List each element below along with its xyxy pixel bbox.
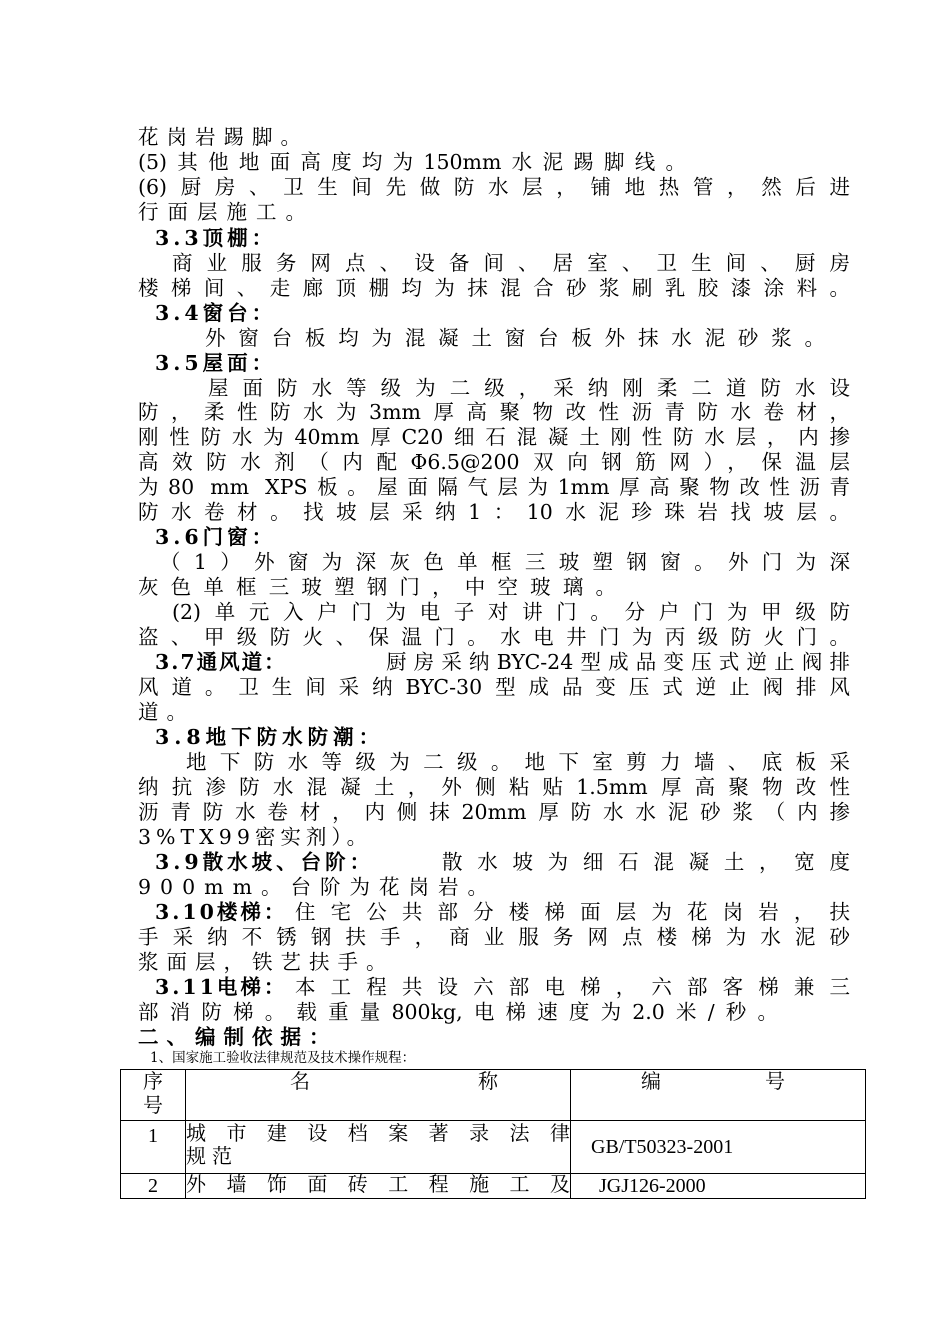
section-heading-3-6: 3.6门窗：	[155, 525, 277, 549]
header-name: 名 称	[186, 1070, 571, 1121]
table-row	[121, 1121, 866, 1174]
text-line: 手采纳不锈钢扶手，商业服务网点楼梯为水泥砂	[138, 925, 850, 949]
text-line: 灰色单框三玻塑钢门，中空玻璃。	[138, 575, 616, 599]
section-heading-3-3: 3.3顶棚：	[155, 226, 277, 250]
text-line: 花岗岩踢脚。	[138, 125, 309, 149]
text-line: 沥青防水卷材，内侧抹20mm厚防水水泥砂浆（内掺	[138, 800, 850, 824]
text-line: 部消防梯。载重量800kg,电梯速度为2.0米/秒。	[138, 1000, 778, 1024]
text-line: 3.7通风道： 厨房采纳BYC-24型成品变压式逆止阀排	[155, 650, 850, 674]
row-name: 外墙饰面砖工程施工及	[186, 1174, 571, 1199]
header-code: 编 号	[571, 1070, 866, 1121]
table-row	[121, 1174, 866, 1199]
text-line: 商业服务网点、设备间、居室、卫生间、厨房	[172, 251, 850, 275]
text-line: 楼梯间、走廊顶棚均为抹混合砂浆刷乳胶漆涂料。	[138, 276, 850, 300]
text-line: (6)厨房、卫生间先做防水层，铺地热管，然后进	[138, 175, 850, 199]
section-heading-3-11: 3.11电梯：	[155, 975, 288, 999]
text-line: (5)其他地面高度均为150mm水泥踢脚线。	[138, 150, 686, 174]
text-line: 盗、甲级防火、保温门。水电井门为丙级防火门。	[138, 625, 850, 649]
header-no: 序 号	[121, 1070, 186, 1121]
text-line: 3.10楼梯： 住宅公共部分楼梯面层为花岗岩，扶	[155, 900, 850, 924]
section-heading-3-5: 3.5屋面：	[155, 351, 277, 375]
section-heading-3-8: 3.8地下防水防潮：	[155, 725, 385, 749]
text-line: 3%TX99密实剂）。	[138, 825, 373, 849]
text-line: 道。	[138, 700, 195, 724]
text-line: (2)单元入户门为电子对讲门。分户门为甲级防	[172, 600, 850, 624]
text-line: 外窗台板均为混凝土窗台板外抹水泥砂浆。	[205, 326, 825, 350]
text-line: 地下防水等级为二级。地下室剪力墙、底板采	[186, 750, 850, 774]
text-line: 刚性防水为40mm厚C20细石混凝土刚性防水层，内掺	[138, 425, 850, 449]
text-line: 风道。卫生间采纳BYC-30型成品变压式逆止阀排风	[138, 675, 850, 699]
text-line: 防，柔性防水为3mm厚高聚物改性沥青防水卷材，	[138, 400, 850, 424]
row-code: JGJ126-2000	[571, 1174, 866, 1199]
note-line: 1、国家施工验收法律规范及技术操作规程：	[150, 1050, 416, 1066]
row-code: GB/T50323-2001	[571, 1121, 866, 1174]
section-heading-3-7: 3.7通风道：	[155, 650, 287, 674]
row-no: 2	[121, 1174, 186, 1199]
section-heading-3-10: 3.10楼梯：	[155, 900, 288, 924]
text-line: 3.11电梯： 本工程共设六部电梯，六部客梯兼三	[155, 975, 850, 999]
text-line: 3.9散水坡、台阶： 散水坡为细石混凝土，宽度	[155, 850, 850, 874]
text-line: 浆面层，铁艺扶手。	[138, 950, 395, 974]
text-line: （1）外窗为深灰色单框三玻塑钢窗。外门为深	[160, 550, 850, 574]
section-heading-3-9: 3.9散水坡、台阶：	[155, 850, 375, 874]
row-name: 城市建设档案著录法律 规范	[186, 1121, 571, 1174]
section-heading-2: 二、编制依据：	[138, 1025, 338, 1049]
text-line: 行面层施工。	[138, 200, 315, 224]
text-line: 屋面防水等级为二级，采纳刚柔二道防水设	[208, 376, 850, 400]
row-no: 1	[121, 1121, 186, 1174]
standards-table	[120, 1069, 866, 1199]
text-line: 900mm。台阶为花岗岩。	[138, 875, 498, 899]
text-line: 高效防水剂（内配Φ6.5@200双向钢筋网），保温层	[138, 450, 850, 474]
text-line: 纳抗渗防水混凝土，外侧粘贴1.5mm厚高聚物改性	[138, 775, 850, 799]
text-line: 为80 mm XPS板。屋面隔气层为1mm厚高聚物改性沥青	[138, 475, 850, 499]
section-heading-3-4: 3.4窗台：	[155, 301, 277, 325]
text-line: 防水卷材。找坡层采纳1：10水泥珍珠岩找坡层。	[138, 500, 850, 524]
table-header-row	[121, 1070, 866, 1121]
